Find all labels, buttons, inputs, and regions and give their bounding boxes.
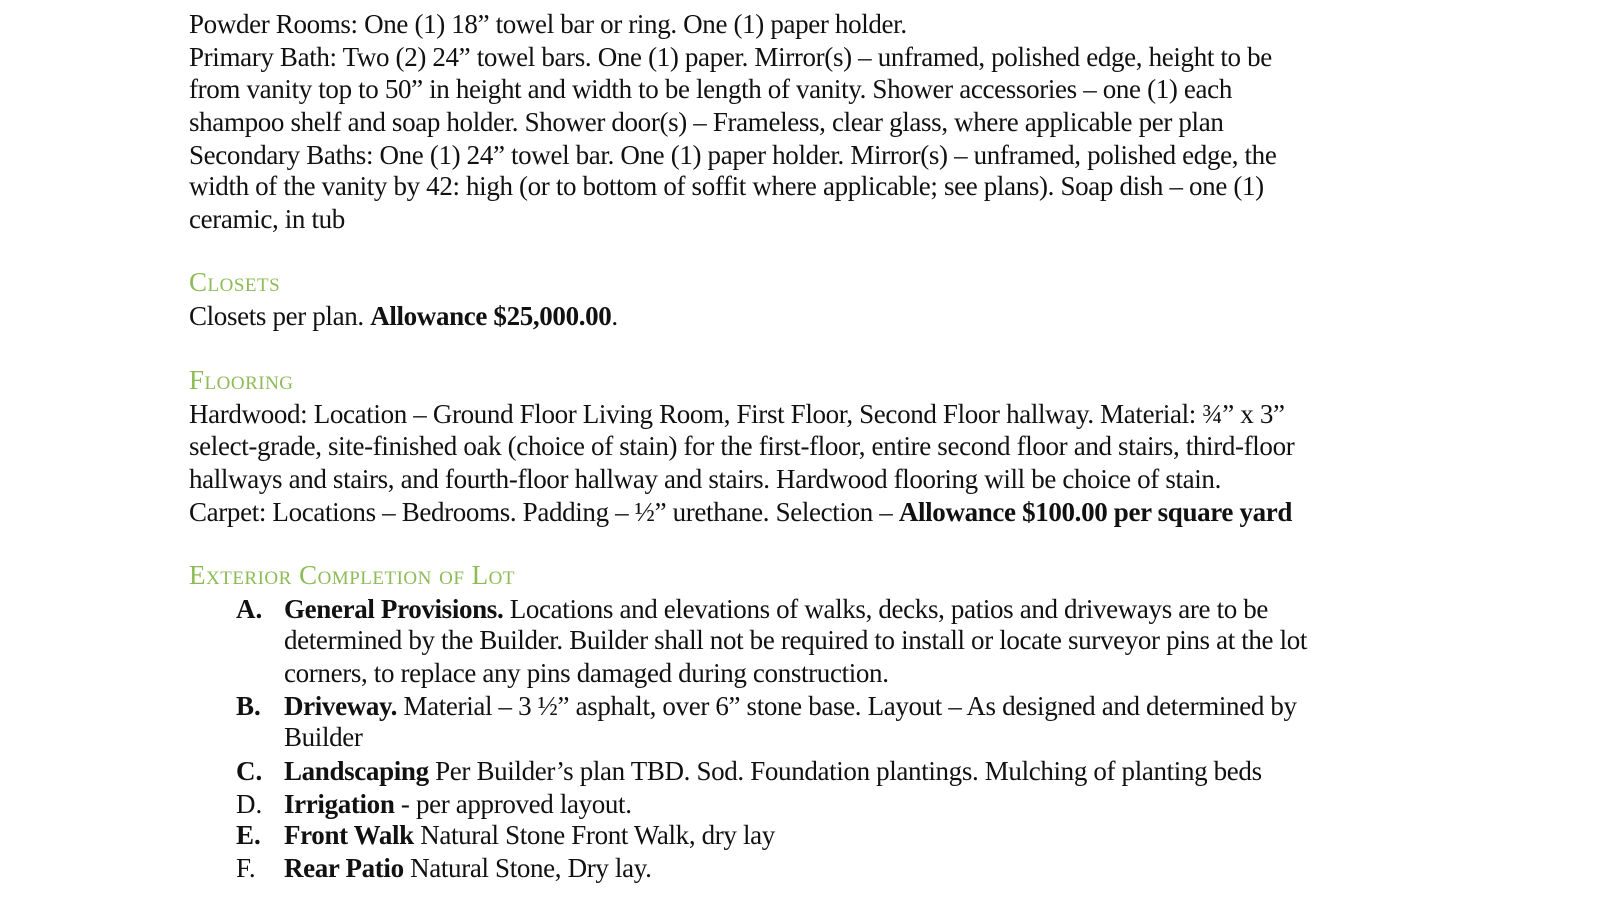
item-letter-e: E. <box>236 820 261 850</box>
item-letter-b: B. <box>236 691 261 721</box>
flooring-heading: Flooring <box>189 365 294 395</box>
general-provisions-line-1: General Provisions. Locations and elevations of walks, decks, patios and driveways are to be <box>284 594 1269 624</box>
carpet-text <box>189 496 1292 528</box>
irrigation-line: Irrigation - per approved layout. <box>284 789 632 819</box>
closets-text <box>189 300 618 332</box>
driveway-line-2: Builder <box>284 722 363 752</box>
primary-bath-text-line-1: Primary Bath: Two (2) 24” towel bars. One (1) paper. Mirror(s) – unframed, polished edge, height to be <box>189 42 1272 72</box>
closets-period: . <box>611 301 618 331</box>
front-walk-title: Front Walk <box>284 820 414 850</box>
hardwood-text-line-2: select-grade, site-finished oak (choice of stain) for the first-floor, entire second floor and stairs, third-floor <box>189 431 1295 461</box>
primary-bath-text-line-2: from vanity top to 50” in height and width to be length of vanity. Shower accessories – one (1) each <box>189 74 1232 104</box>
secondary-baths-text-line-2: width of the vanity by 42: high (or to bottom of soffit where applicable; see plans). Soap dish – one (1) <box>189 171 1264 201</box>
general-provisions-line-3: corners, to replace any pins damaged during construction. <box>284 658 889 688</box>
general-provisions-line-2: determined by the Builder. Builder shall not be required to install or locate surveyor pins at the lot <box>284 625 1308 655</box>
closets-plan-text: Closets per plan. <box>189 301 364 331</box>
powder-rooms-text: Powder Rooms: One (1) 18” towel bar or ring. One (1) paper holder. <box>189 9 907 39</box>
rear-patio-line: Rear Patio Natural Stone, Dry lay. <box>284 853 652 883</box>
item-letter-a: A. <box>236 594 263 624</box>
general-provisions-title: General Provisions. <box>284 594 504 624</box>
landscaping-line: Landscaping Per Builder’s plan TBD. Sod. Foundation plantings. Mulching of planting beds <box>284 756 1262 786</box>
carpet-description: Carpet: Locations – Bedrooms. Padding – ½” urethane. Selection – <box>189 497 899 527</box>
secondary-baths-text-line-1: Secondary Baths: One (1) 24” towel bar. One (1) paper holder. Mirror(s) – unframed, polished edge, the <box>189 140 1277 170</box>
irrigation-title: Irrigation <box>284 789 395 819</box>
closets-heading: Closets <box>189 267 281 297</box>
front-walk-line: Front Walk Natural Stone Front Walk, dry lay <box>284 820 775 850</box>
item-letter-c: C. <box>236 756 263 786</box>
rear-patio-title: Rear Patio <box>284 853 404 883</box>
exterior-heading: Exterior Completion of Lot <box>189 560 515 590</box>
item-letter-d: D. <box>236 789 263 819</box>
primary-bath-text-line-3: shampoo shelf and soap holder. Shower door(s) – Frameless, clear glass, where applicable per plan <box>189 107 1224 137</box>
hardwood-text-line-1: Hardwood: Location – Ground Floor Living Room, First Floor, Second Floor hallway. Material: ¾” x 3” <box>189 399 1285 429</box>
carpet-allowance: Allowance $100.00 per square yard <box>898 497 1293 527</box>
closets-allowance: Allowance $25,000.00 <box>370 301 612 331</box>
driveway-title: Driveway. <box>284 691 398 721</box>
driveway-line-1: Driveway. Material – 3 ½” asphalt, over 6” stone base. Layout – As designed and determined by <box>284 691 1297 721</box>
item-letter-f: F. <box>236 853 256 883</box>
hardwood-text-line-3: hallways and stairs, and fourth-floor hallway and stairs. Hardwood flooring will be choice of stain. <box>189 464 1221 494</box>
secondary-baths-text-line-3: ceramic, in tub <box>189 204 345 234</box>
landscaping-title: Landscaping <box>284 756 429 786</box>
